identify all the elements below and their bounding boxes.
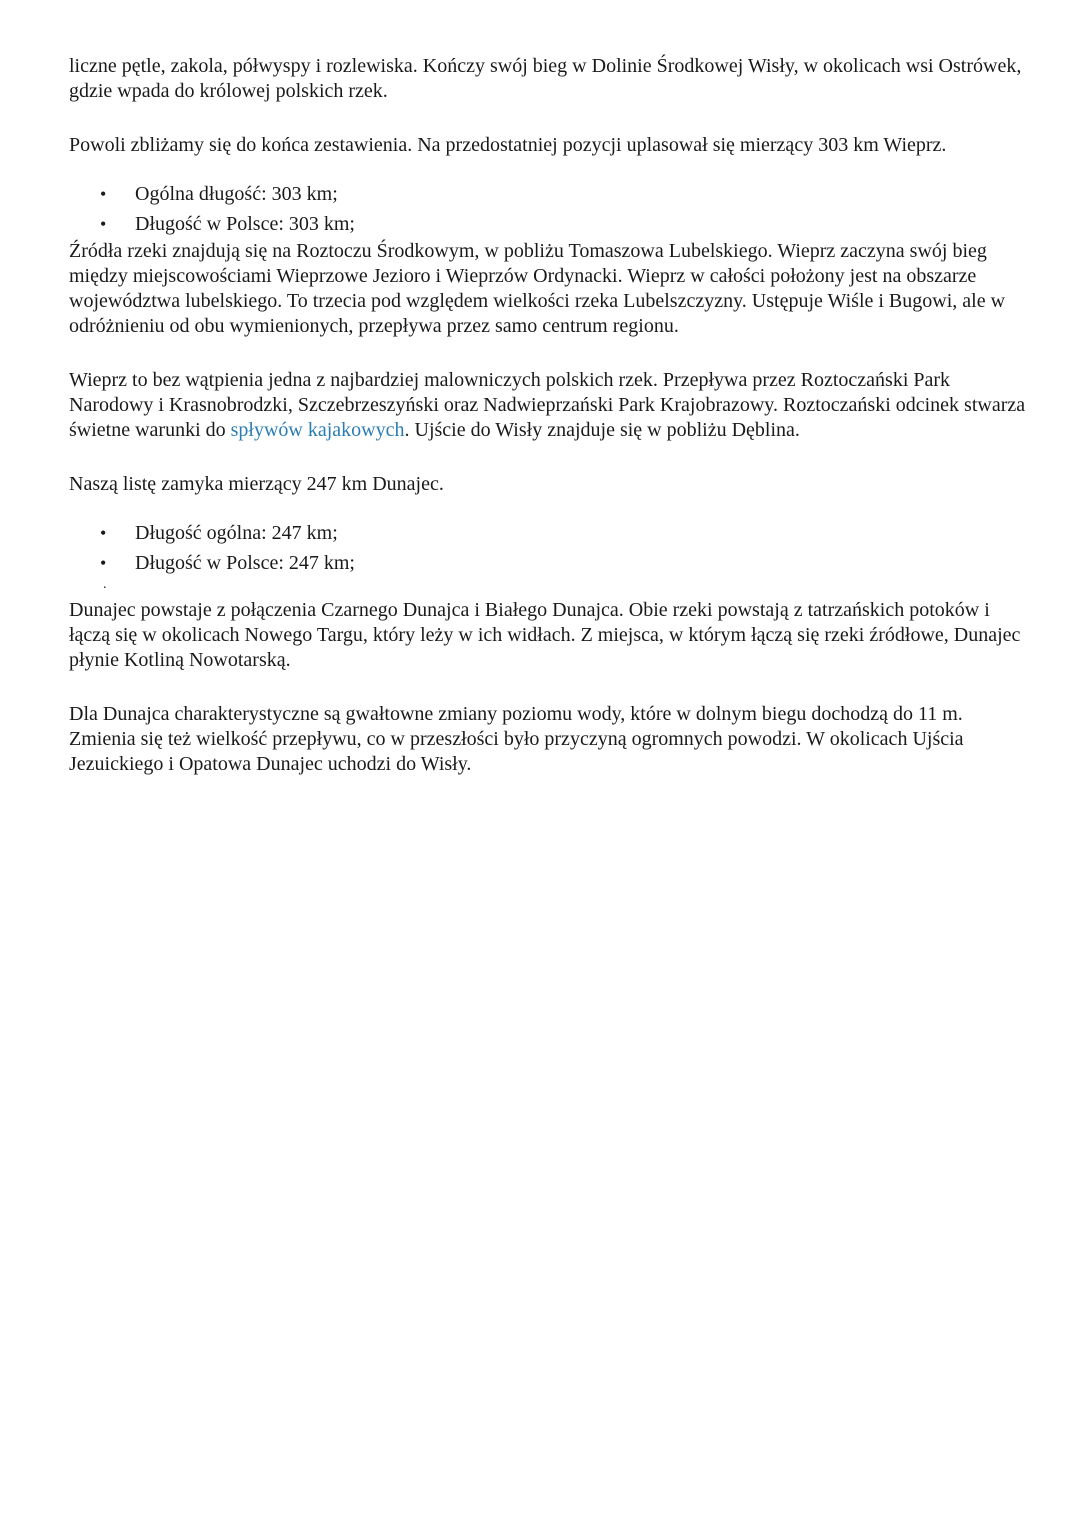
stray-mark: [69, 578, 1029, 598]
wieprz-heading: Powoli zbliżamy się do końca zestawienia. Na przedostatniej pozycji uplasował się mierzący 303 km Wieprz.: [69, 134, 947, 156]
stray-mark-dot: .: [103, 577, 107, 592]
wieprz-paragraph-1: Źródła rzeki znajdują się na Roztoczu Środkowym, w pobliżu Tomaszowa Lubelskiego. Wieprz zaczyna swój bieg między miejscowościami Wieprzowe Jezioro i Wieprzów Ordynacki. Wieprz w całości położony jest na obszarze województwa lubelskiego. To trzecia pod względem wielkości rzeka Lubelszczyzny. Ustępuje Wiśle i Bugowi, ale w odróżnieniu od obu wymienionych, przepływa przez samo centrum regionu.: [69, 240, 1006, 337]
dunajec-heading: Naszą listę zamyka mierzący 247 km Dunajec.: [69, 473, 444, 495]
wieprz-paragraph-2-text-b: . Ujście do Wisły znajduje się w pobliżu Dęblina.: [404, 419, 800, 441]
list-item: • Długość w Polsce: 303 km;: [69, 209, 1029, 239]
dunajec-paragraph-2: Dla Dunajca charakterystyczne są gwałtowne zmiany poziomu wody, które w dolnym biegu dochodzą do 11 m. Zmienia się też wielkość przepływu, co w przeszłości było przyczyną ogromnych powodzi. W okolicach Ujścia Jezuickiego i Opatowa Dunajec uchodzi do Wisły.: [69, 703, 964, 775]
document-page: [69, 54, 1029, 777]
wieprz-paragraph-2: [69, 368, 1029, 443]
list-item: • Długość ogólna: 247 km;: [69, 518, 1029, 548]
list-item: • Długość w Polsce: 247 km;: [69, 548, 1029, 578]
intro-paragraph: liczne pętle, zakola, półwyspy i rozlewiska. Kończy swój bieg w Dolinie Środkowej Wisły, w okolicach wsi Ostrówek, gdzie wpada do królowej polskich rzek.: [69, 55, 1022, 102]
wieprz-paragraph-2-text-a: Wieprz to bez wątpienia jedna z najbardziej malowniczych polskich rzek. Przepływa przez Roztoczański Park Narodowy i Krasnobrodzki, Szczebrzeszyński oraz Nadwieprzański Park Krajobrazowy. Roztoczański odcinek stwarza świetne warunki do: [69, 369, 1026, 441]
dunajec-stats-list: [69, 518, 1029, 578]
list-item: • Ogólna długość: 303 km;: [69, 179, 1029, 209]
wieprz-stats-list: [69, 179, 1029, 239]
dunajec-paragraph-1: Dunajec powstaje z połączenia Czarnego Dunajca i Białego Dunajca. Obie rzeki powstają z tatrzańskich potoków i łączą się w okolicach Nowego Targu, który leży w ich widłach. Z miejsca, w którym łączą się rzeki źródłowe, Dunajec płynie Kotliną Nowotarską.: [69, 599, 1021, 671]
kayaking-link[interactable]: spływów kajakowych: [230, 419, 405, 441]
